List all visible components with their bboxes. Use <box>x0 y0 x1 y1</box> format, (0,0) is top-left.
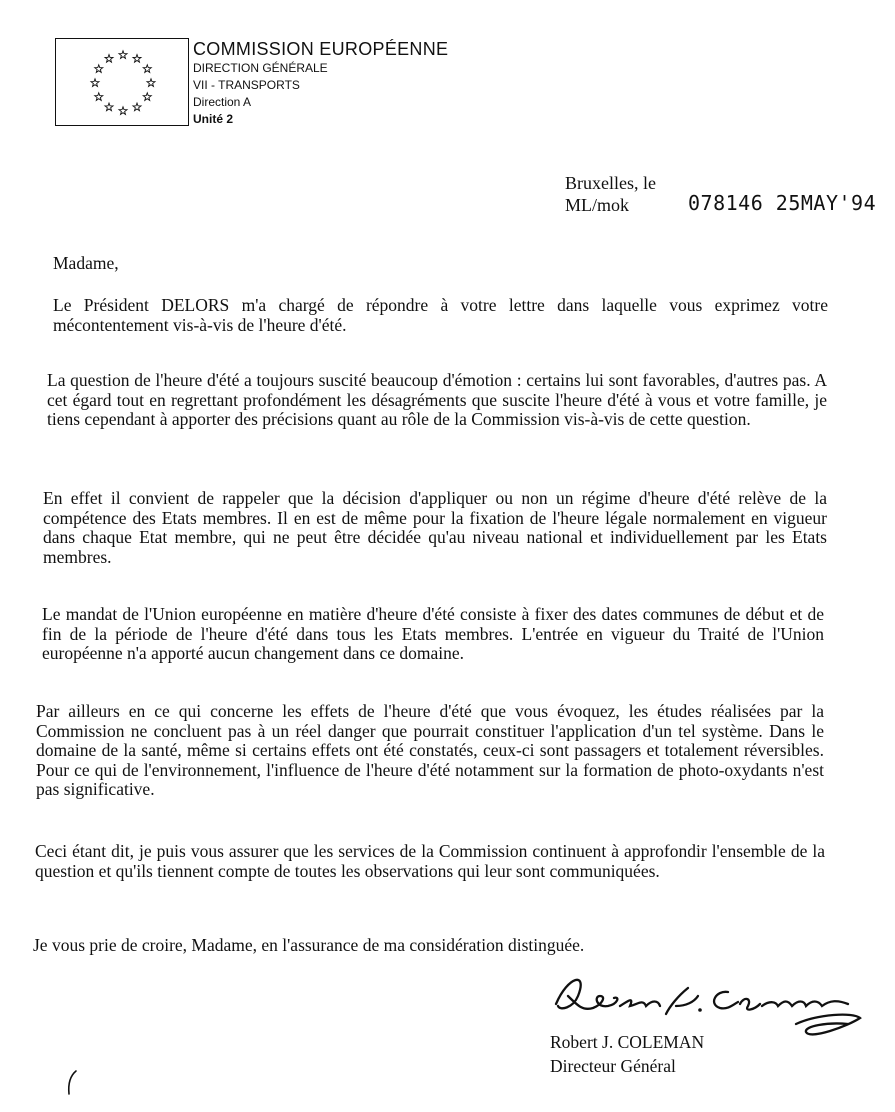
star-icon <box>133 103 141 111</box>
star-icon <box>143 65 151 73</box>
signatory-name: Robert J. COLEMAN <box>550 1032 705 1052</box>
paragraph: Le mandat de l'Union européenne en matière d'heure d'été consiste à fixer des dates communes de début et de fin de la période de l'heure d'été dans tous les Etats membres. L'entrée en vigueur du Traité de l'Union européenne n'a apporté aucun changement dans ce domaine. <box>42 604 824 663</box>
letterhead <box>193 38 448 128</box>
stray-pen-mark <box>64 1068 80 1098</box>
paragraph: Ceci étant dit, je puis vous assurer que les services de la Commission continuent à approfondir l'ensemble de la question et qu'ils tiennent compte de toutes les observations qui leur sont communiquées. <box>35 841 825 881</box>
salutation: Madame, <box>53 253 119 273</box>
letterhead-line: DIRECTION GÉNÉRALE <box>193 61 328 75</box>
dateline: Bruxelles, le <box>565 173 656 193</box>
star-icon <box>95 65 103 73</box>
reference: ML/mok <box>565 195 630 215</box>
star-icon <box>143 93 151 101</box>
org-name: COMMISSION EUROPÉENNE <box>193 39 449 59</box>
star-icon <box>147 79 155 87</box>
star-icon <box>133 55 141 63</box>
letterhead-line: VII - TRANSPORTS <box>193 78 300 92</box>
date-stamp: 078146 25MAY'94 <box>688 191 877 215</box>
star-icon <box>95 93 103 101</box>
star-icon <box>119 51 127 59</box>
star-icon <box>105 103 113 111</box>
signatory-title: Directeur Général <box>550 1056 676 1076</box>
letterhead-line: Unité 2 <box>193 112 234 126</box>
star-icon <box>105 55 113 63</box>
paragraph: En effet il convient de rappeler que la décision d'appliquer ou non un régime d'heure d'été relève de la compétence des Etats membres. Il en est de même pour la fixation de l'heure légale normalement en vigueur dans chaque Etat membre, qui ne peut être décidée qu'au niveau national et individuellement par les Etats membres. <box>43 488 827 567</box>
star-icon <box>119 107 127 115</box>
paragraph: Par ailleurs en ce qui concerne les effets de l'heure d'été que vous évoquez, les études réalisées par la Commission ne concluent pas à un réel danger que pourrait constituer l'application d'un tel système. Dans le domaine de la santé, même si certains effets ont été constatés, ceux-ci sont passagers et totalement réversibles. Pour ce qui de l'environnement, l'influence de l'heure d'été notamment sur la formation de photo-oxydants n'est pas significative. <box>36 701 824 799</box>
paragraph: La question de l'heure d'été a toujours suscité beaucoup d'émotion : certains lui sont favorables, d'autres pas. A cet égard tout en regrettant profondément les désagréments que suscite l'heure d'été à vous et votre famille, je tiens cependant à apporter des précisions quant au rôle de la Commission vis-à-vis de cette question. <box>47 370 827 429</box>
letterhead-line: Direction A <box>193 95 252 109</box>
star-icon <box>91 79 99 87</box>
closing: Je vous prie de croire, Madame, en l'assurance de ma considération distinguée. <box>33 935 585 955</box>
eu-flag-logo <box>55 38 189 126</box>
paragraph: Le Président DELORS m'a chargé de répondre à votre lettre dans laquelle vous exprimez votre mécontentement vis-à-vis de l'heure d'été. <box>53 295 828 335</box>
